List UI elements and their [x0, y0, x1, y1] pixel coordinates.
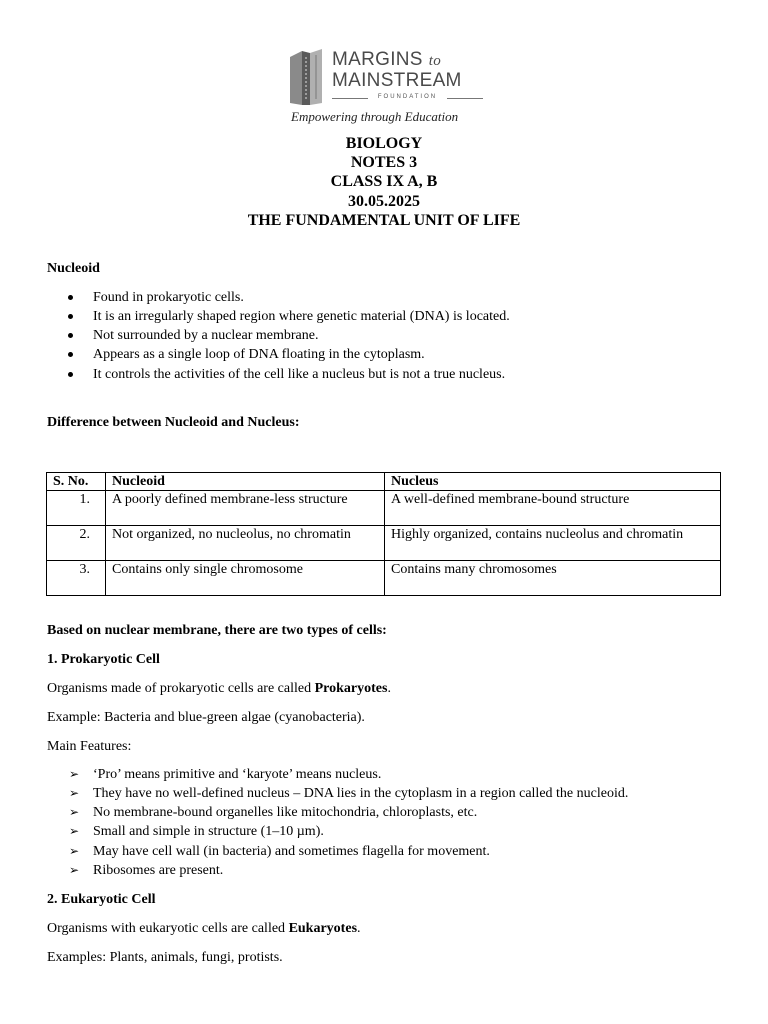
arrow-bullet-icon: ➢ [69, 786, 80, 800]
table-cell-sno: 3. [47, 561, 106, 596]
column-header-sno: S. No. [47, 473, 106, 491]
bullet-icon [68, 372, 73, 377]
table-cell-sno: 1. [47, 491, 106, 526]
nucleoid-point: Found in prokaryotic cells. [93, 290, 244, 305]
nucleoid-point: It controls the activities of the cell like a nucleus but is not a true nucleus. [93, 367, 506, 382]
feature-item: May have cell wall (in bacteria) and sometimes flagella for movement. [93, 844, 490, 859]
eukaryotic-intro: Organisms with eukaryotic cells are called Eukaryotes. [47, 921, 361, 936]
feature-item: ‘Pro’ means primitive and ‘karyote’ means nucleus. [93, 767, 382, 782]
nucleoid-point: Appears as a single loop of DNA floating in the cytoplasm. [93, 347, 425, 362]
bullet-icon [68, 352, 73, 357]
bullet-icon [68, 314, 73, 319]
subject-title: BIOLOGY [345, 135, 423, 152]
document-date: 30.05.2025 [348, 193, 420, 210]
nucleoid-point: It is an irregularly shaped region where genetic material (DNA) is located. [93, 309, 510, 324]
arrow-bullet-icon: ➢ [69, 824, 80, 838]
table-cell-nucleoid: A poorly defined membrane-less structure [106, 491, 385, 526]
arrow-bullet-icon: ➢ [69, 805, 80, 819]
prokaryotic-example: Example: Bacteria and blue-green algae (cyanobacteria). [47, 710, 365, 725]
difference-table [46, 472, 721, 596]
table-cell-sno: 2. [47, 526, 106, 561]
feature-item: Ribosomes are present. [93, 863, 224, 878]
difference-heading: Difference between Nucleoid and Nucleus: [47, 415, 300, 430]
table-cell-nucleus: Highly organized, contains nucleolus and chromatin [385, 526, 721, 561]
chapter-title: THE FUNDAMENTAL UNIT OF LIFE [247, 212, 521, 229]
prokaryotic-heading: 1. Prokaryotic Cell [47, 652, 160, 667]
bullet-icon [68, 295, 73, 300]
logo-foundation: FOUNDATION [332, 94, 483, 100]
cell-types-heading: Based on nuclear membrane, there are two types of cells: [47, 623, 387, 638]
table-row [47, 491, 721, 526]
logo-text-line1: MARGINS to [332, 49, 442, 70]
table-cell-nucleoid: Contains only single chromosome [106, 561, 385, 596]
notes-number: NOTES 3 [350, 154, 418, 171]
table-header-row [47, 473, 721, 491]
arrow-bullet-icon: ➢ [69, 767, 80, 781]
table-row [47, 561, 721, 596]
logo-tagline: Empowering through Education [291, 109, 459, 124]
nucleoid-point: Not surrounded by a nuclear membrane. [93, 328, 319, 343]
arrow-bullet-icon: ➢ [69, 863, 80, 877]
logo-text-line2: MAINSTREAM [332, 70, 462, 91]
books-icon [288, 47, 328, 107]
foundation-logo [288, 47, 488, 127]
feature-item: They have no well-defined nucleus – DNA lies in the cytoplasm in a region called the nucleoid. [93, 786, 629, 801]
class-name: CLASS IX A, B [330, 173, 438, 190]
table-cell-nucleus: A well-defined membrane-bound structure [385, 491, 721, 526]
feature-item: No membrane-bound organelles like mitochondria, chloroplasts, etc. [93, 805, 478, 820]
prokaryotic-intro: Organisms made of prokaryotic cells are called Prokaryotes. [47, 681, 391, 696]
feature-item: Small and simple in structure (1–10 µm). [93, 824, 324, 839]
arrow-bullet-icon: ➢ [69, 844, 80, 858]
table-cell-nucleoid: Not organized, no nucleolus, no chromatin [106, 526, 385, 561]
eukaryotic-examples: Examples: Plants, animals, fungi, protists. [47, 950, 283, 965]
table-cell-nucleus: Contains many chromosomes [385, 561, 721, 596]
eukaryotic-heading: 2. Eukaryotic Cell [47, 892, 156, 907]
column-header-nucleoid: Nucleoid [106, 473, 385, 491]
nucleoid-heading: Nucleoid [47, 261, 100, 276]
features-label: Main Features: [47, 739, 132, 754]
column-header-nucleus: Nucleus [385, 473, 721, 491]
bullet-icon [68, 333, 73, 338]
table-row [47, 526, 721, 561]
